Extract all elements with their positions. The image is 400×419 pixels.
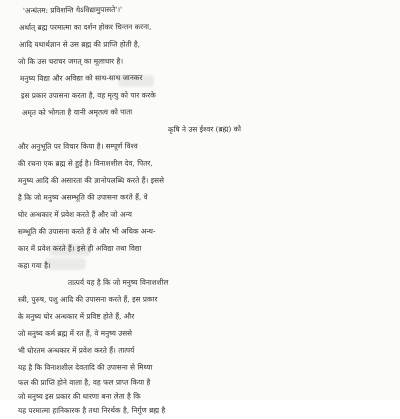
manuscript-line-23: फल की प्राप्ति होने वाला है, वह फल प्राप्त किया है — [17, 377, 151, 387]
manuscript-line-21: भी घोरतम अन्धकार में प्रवेश करते हैं। तात्पर्य — [17, 345, 135, 355]
manuscript-line-8: कृषि ने उस ईश्वर (ब्रह्म) को — [167, 124, 242, 134]
manuscript-line-18: स्त्री, पुरुष, पशु आदि की उपासना करते हैं, इस प्रकार — [17, 294, 158, 304]
manuscript-line-9: और अनुभूति पर विचार किया है। सम्पूर्ण विश्व — [17, 141, 138, 151]
manuscript-line-16: कहा गया है। — [17, 260, 51, 270]
manuscript-line-2: अर्थात् ब्रह्म परमात्मा का दर्शन होकर चिन्तन करना, — [18, 22, 152, 32]
manuscript-line-5: मनुष्य विद्या और अविद्या को साथ-साथ जानकर — [19, 72, 143, 83]
manuscript-line-22: यह है कि विनाशशील देवतादि की उपासना से मिथ्या — [17, 362, 153, 372]
manuscript-line-11: मनुष्य आदि की असारता की ज्ञानोपलब्धि करते हैं। इससे — [17, 175, 165, 185]
manuscript-line-15: कार में प्रवेश करते हैं। इसे ही अविद्या तथा विद्या — [17, 243, 142, 253]
manuscript-line-14: सम्भूति की उपासना करते हैं वे और भी अधिक अन्ध- — [17, 226, 156, 236]
manuscript-line-13: घोर अन्धकार में प्रवेश करते हैं और जो अन्य — [17, 209, 132, 219]
manuscript-line-19: के मनुष्य घोर अन्धकार में प्रविष्ट होते हैं, और — [17, 311, 135, 321]
manuscript-line-7: अमृत को भोगता है यानी अमृतत्व को पाता — [21, 107, 133, 117]
manuscript-line-10: की रचना एक ब्रह्म से हुई है। विनाशशील देव, पितर, — [17, 158, 153, 168]
manuscript-line-17: तात्पर्य यह है कि जो मनुष्य विनाशशील — [67, 277, 169, 287]
manuscript-line-24: जो मनुष्य इस प्रकार की धारणा बना लेता है कि — [17, 391, 141, 401]
manuscript-line-20: जो मनुष्य कर्म ब्रह्म में रत हैं, वे मनुष्य उससे — [17, 328, 133, 338]
manuscript-line-4: जो कि उस चराचर जगत् का मूलाधार है। — [17, 56, 124, 66]
manuscript-line-25: यह परमात्मा हानिकारक है तथा निरर्थक है, निर्गुण ब्रह्म है — [17, 405, 166, 415]
manuscript-line-12: है कि जो मनुष्य असम्भूति की उपासना करते हैं, वे — [17, 192, 148, 202]
manuscript-line-3: आदि यथार्थज्ञान से उस ब्रह्म की प्राप्ति होती है, — [18, 39, 141, 49]
manuscript-line-6: इस प्रकार उपासना करता है, वह मृत्यु को पार करके — [20, 90, 156, 100]
manuscript-line-1: 'अन्धंतम: प्रविशन्ति येऽविद्यामुपासते'।' — [22, 4, 123, 15]
